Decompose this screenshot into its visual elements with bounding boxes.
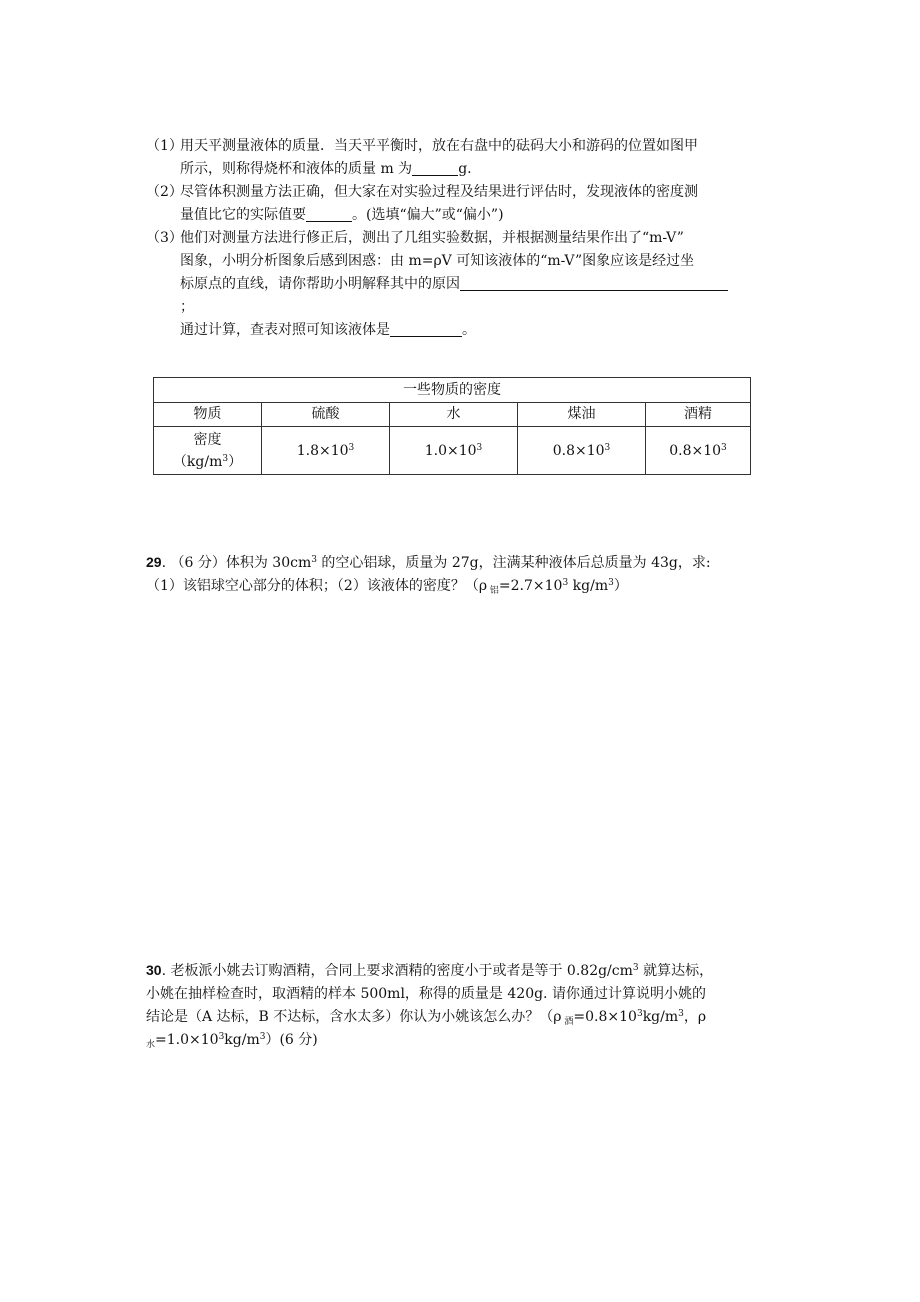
item-text: 通过计算，查表对照可知该液体是 [180,322,390,338]
header-substance: 物质 [154,403,262,427]
item-1 [146,135,786,181]
header-water: 水 [390,403,518,427]
answer-blank-mass[interactable] [412,159,458,176]
table-header-row [154,403,751,427]
item-text: ； [180,299,194,315]
question-30: 30. 老板派小姚去订购酒精，合同上要求酒精的密度小于或者是等于 $0.82g/cm^3$ 就算达标， 小姚在抽样检查时，取酒精的样本 500ml，称得的质量是 420g. 请你通过计算说明小姚的 结论是（A 达标，B 不达标，含水太多）你认为小姚该怎么办？（ρ $_酒=0.8\times 10^3kg/m^3$，ρ $_水=1.0\times 10^3kg/m^3)(6$ 分) [146,962,714,1050]
item-text: 尽管体积测量方法正确，但大家在对实验过程及结果进行评估时，发现液体的密度测 [180,184,698,200]
item-text: 量值比它的实际值要 [180,207,306,223]
item-text: 所示，则称得烧杯和液体的质量 m 为 [180,161,413,177]
cell-density-alcohol: $0.8\times 10^3$ [646,427,751,475]
item-number: （3） [146,230,183,246]
item-text: 标原点的直线，请你帮助小明解释其中的原因 [180,276,460,292]
item-3 [146,227,786,342]
item-text: 他们对测量方法进行修正后，测出了几组实验数据，并根据测量结果作出了“m-V” [180,230,684,246]
item-text: 。 [462,322,476,338]
cell-density-kerosene: $0.8\times 10^3$ [518,427,646,475]
header-sulfuric-acid: 硫酸 [262,403,390,427]
density-table [153,377,751,475]
item-number: （2） [146,184,183,200]
row-label-density: 密度 $(kg/m^3)$ [154,427,262,475]
question-number: 29 [146,554,162,570]
item-text: 用天平测量液体的质量．当天平平衡时，放在右盘中的砝码大小和游码的位置如图甲 [180,138,698,154]
item-2 [146,181,786,227]
table-row [154,427,751,475]
item-number: （1） [146,138,183,154]
question-29: 29. （6 分）体积为 $30cm^3$ 的空心铝球，质量为 27g，注满某种液体后总质量为 43g，求: （1）该铝球空心部分的体积；（2）该液体的密度？（ρ $_铝=2.7\times 10^3$ $kg/m^3$） [146,554,711,596]
answer-blank-liquid[interactable] [390,320,462,337]
item-text: g. [458,161,472,177]
header-alcohol: 酒精 [646,403,751,427]
cell-density-water: $1.0\times 10^3$ [390,427,518,475]
cell-density-sulfuric-acid: $1.8\times 10^3$ [262,427,390,475]
answer-blank-reason[interactable] [460,274,728,291]
question-28-items [146,135,786,342]
item-text: 。(选填“偏大”或“偏小”) [352,207,504,223]
answer-blank-bias[interactable] [306,205,352,222]
header-kerosene: 煤油 [518,403,646,427]
table-title: 一些物质的密度 [154,378,751,403]
question-number: 30 [146,962,162,978]
item-text: 图象，小明分析图象后感到困惑：由 m=ρV 可知该液体的“m-V”图象应该是经过坐 [180,253,695,269]
